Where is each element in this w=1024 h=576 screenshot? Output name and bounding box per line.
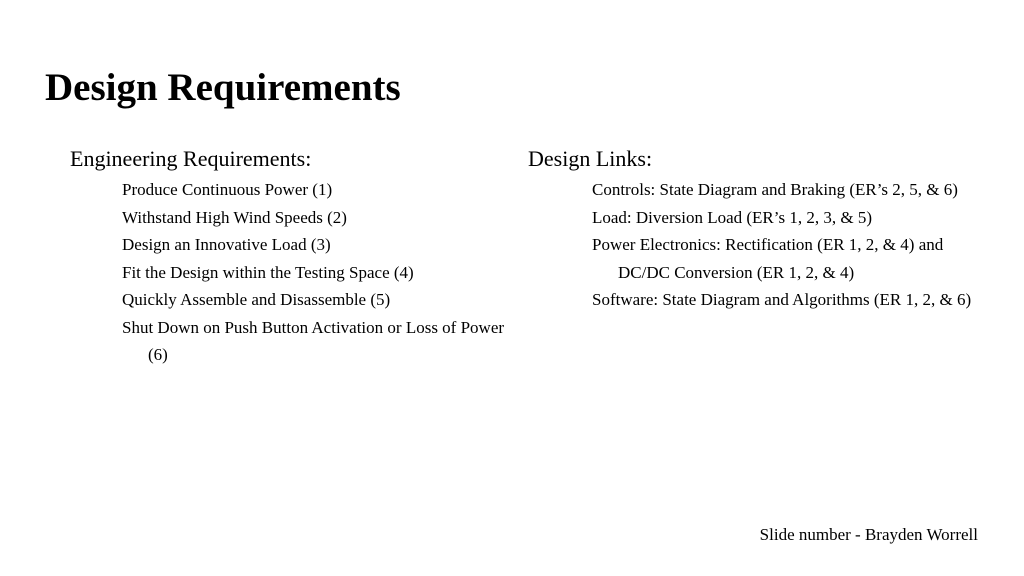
requirement-item: Quickly Assemble and Disassemble (5) bbox=[122, 290, 391, 309]
requirement-item: Shut Down on Push Button Activation or Loss of Power (6) bbox=[122, 317, 505, 364]
design-links-heading: Design Links: bbox=[528, 146, 653, 171]
requirement-item: Design an Innovative Load (3) bbox=[122, 235, 331, 254]
engineering-requirements-section bbox=[70, 144, 510, 369]
requirement-item: Withstand High Wind Speeds (2) bbox=[122, 207, 347, 227]
design-link-item: Software: State Diagram and Algorithms (ER 1, 2, & 6) bbox=[592, 290, 972, 309]
design-links-list bbox=[592, 176, 978, 314]
requirement-item: Fit the Design within the Testing Space (4) bbox=[122, 262, 414, 282]
engineering-requirements-heading: Engineering Requirements: bbox=[70, 146, 312, 171]
requirement-item: Produce Continuous Power (1) bbox=[122, 180, 333, 199]
engineering-requirements-list bbox=[122, 176, 510, 369]
design-link-item: Load: Diversion Load (ER’s 1, 2, 3, & 5) bbox=[592, 207, 872, 227]
design-link-item: Controls: State Diagram and Braking (ER’s 2, 5, & 6) bbox=[592, 180, 958, 199]
design-link-item: Power Electronics: Rectification (ER 1, 2, & 4) and DC/DC Conversion (ER 1, 2, & 4) bbox=[592, 235, 944, 282]
slide-footer: Slide number - Brayden Worrell bbox=[759, 525, 978, 544]
design-links-section bbox=[528, 144, 978, 314]
slide-title: Design Requirements bbox=[45, 66, 401, 109]
